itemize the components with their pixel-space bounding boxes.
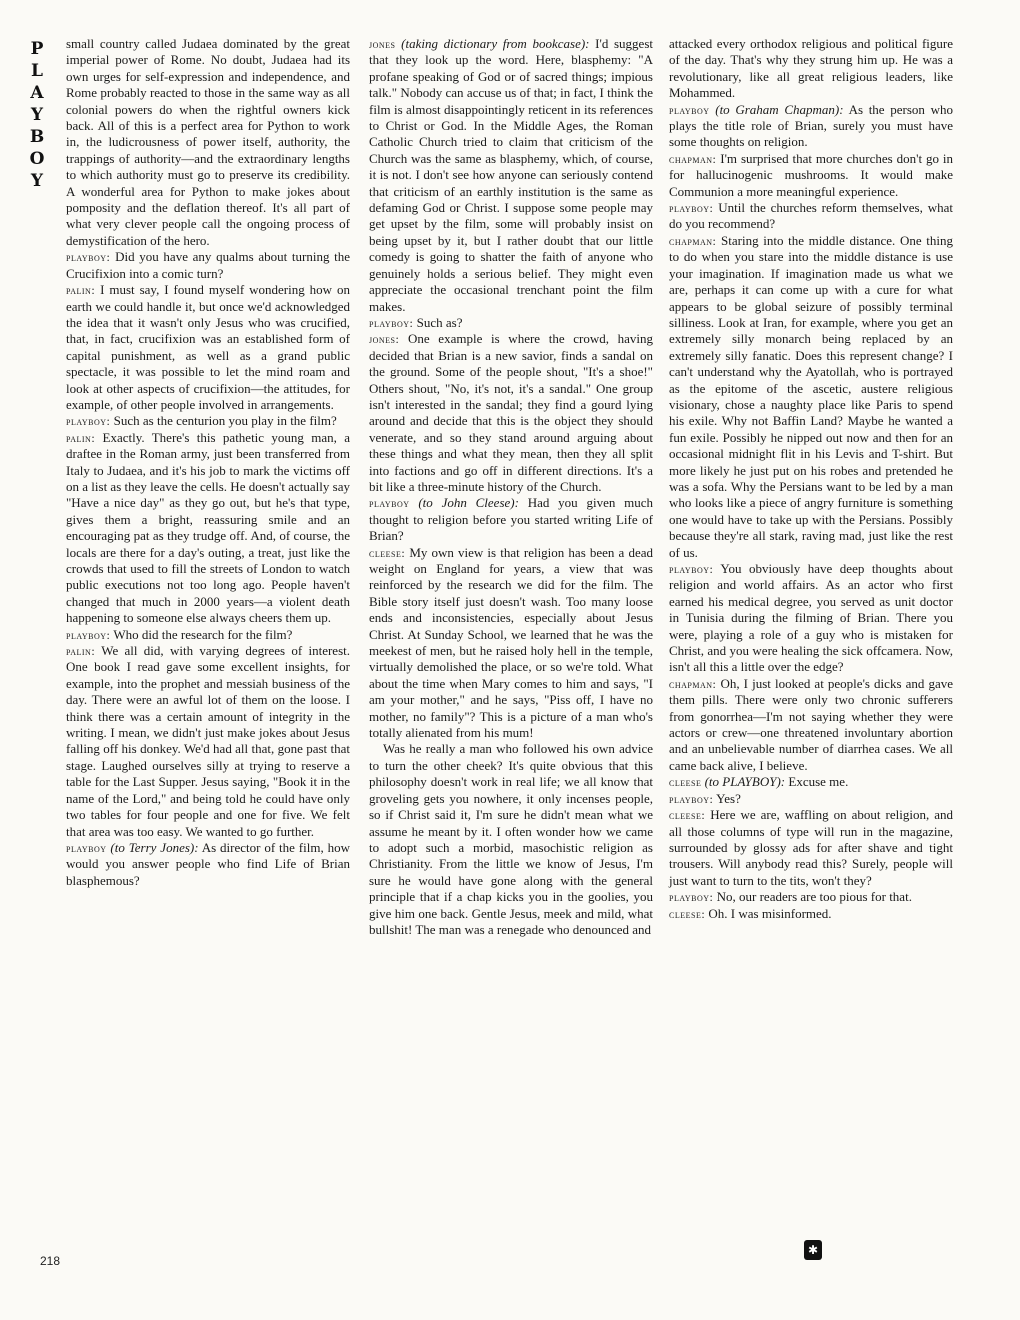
interview-paragraph <box>369 331 653 495</box>
speaker-label: chapman: <box>669 233 717 248</box>
speaker-label: playboy <box>66 840 107 855</box>
paragraph-text: We all did, with varying degrees of interest. One book I read gave some excellent insights, for example, into the prophet and messiah business of the day. There were an awful lot of them on the loose. I think there was a certain amount of integrity in the writing. I mean, we didn't just make jokes about Jesus falling off his donkey. We'd had all that, gone past that stage. Laughed ourselves silly at trying to reserve a table for the Last Supper. Jesus saying, "Book it in the name of the Lord," and being told he could have only two tables for four people and one for five. We felt that area was too easy. We wanted to go further. <box>66 643 351 839</box>
speaker-label: cleese: <box>669 906 706 921</box>
masthead-vertical <box>26 38 48 192</box>
interview-paragraph <box>369 315 653 331</box>
interview-paragraph <box>66 643 350 840</box>
interview-paragraph <box>369 741 653 938</box>
speaker-label: jones: <box>369 332 400 347</box>
masthead-letter: A <box>30 83 44 103</box>
paragraph-text: As the person who plays the title role of Brian, surely you must have some thoughts on religion. <box>669 101 953 150</box>
interview-paragraph <box>369 545 653 742</box>
speaker-label: playboy: <box>669 201 714 216</box>
paragraph-text: Such as? <box>416 314 463 330</box>
paragraph-text: Exactly. There's this pathetic young man, a draftee in the Roman army, just been transferred from Italy to Judaea, and it's his job to mark the victims off on a list as they leave the cells. He doesn't actually say "Have a nice day" as they go out, but he's that type, gives them a bright, reassuring smile and an encouraging pat as they trudge off. And, of course, the locals are there for a day's outing, a treat, just like the crowds that used to fill the streets of London to watch public executions not too long ago. People haven't changed that much in 2000 years—a violent death happening to someone else always cheers them up. <box>66 429 351 626</box>
speaker-label: playboy <box>369 496 410 511</box>
paragraph-text: Until the churches reform themselves, what do you recommend? <box>669 200 953 232</box>
interview-paragraph <box>669 200 953 233</box>
speaker-label: chapman: <box>669 676 717 691</box>
paragraph-text: I'm surprised that more churches don't go in for hallucinogenic mushrooms. It would make Communion a more meaningful experience. <box>669 150 953 199</box>
interview-paragraph <box>669 233 953 561</box>
interview-paragraph <box>66 430 350 627</box>
stage-direction: (to John Cleese): <box>418 495 519 511</box>
speaker-label: palin: <box>66 283 96 298</box>
interview-paragraph <box>669 561 953 676</box>
interview-paragraph <box>669 151 953 200</box>
speaker-label: playboy: <box>669 791 714 806</box>
speaker-label: cleese: <box>669 808 706 823</box>
paragraph-text: Oh. I was misinformed. <box>708 905 832 921</box>
interview-paragraph <box>66 627 350 643</box>
text-column-1 <box>66 36 350 889</box>
speaker-label: cleese <box>669 775 702 790</box>
stage-direction: (taking dictionary from bookcase): <box>401 36 590 51</box>
interview-paragraph <box>66 282 350 413</box>
paragraph-text: Excuse me. <box>788 774 849 790</box>
interview-paragraph <box>66 249 350 282</box>
masthead-letter: Y <box>30 171 44 191</box>
interview-paragraph <box>66 840 350 889</box>
speaker-label: cleese: <box>369 545 406 560</box>
paragraph-text: Oh, I just looked at people's dicks and gave them pills. There were only two chronic sufferers from gonorrhea—I'm not saying whether they were actors or crew—one threatened involuntary abortion and an unbelievable number of diarrhea cases. We all came back alive, I believe. <box>669 675 953 773</box>
speaker-label: chapman: <box>669 151 717 166</box>
interview-paragraph <box>66 413 350 429</box>
masthead-letter: B <box>29 127 45 147</box>
paragraph-text: I'd suggest that they look up the word. Here, blasphemy: "A profane speaking of God or of sacred things; impious talk." Nobody can accuse us of that; in fact, I think the film is almost disappointingly reticent in its references to Christ or God. In the Middle Ages, the Roman Catholic Church tried to claim that criticism of the Church was the same as blasphemy, which, of course, it is not. I don't see how anyone can seriously contend that criticism of an earthly institution is the same as defaming God or Christ. I suppose some people may get upset by the film, some will probably insist on being upset by it, but I rather doubt that our little comedy is going to shatter the faith of anyone who genuinely holds a serious belief. They might even appreciate the occasional trenchant point the film makes. <box>369 36 653 314</box>
paragraph-text: I must say, I found myself wondering how on earth we could handle it, but once we'd acknowledged the idea that it wasn't only Jesus who was crucified, that, in fact, crucifixion was an established form of capital punishment, as well as a grand public spectacle, it was possible to let the mind roam and look at other aspects of crucifixion—the attitudes, for example, of other people involved in arrangements. <box>66 282 351 412</box>
paragraph-text: Yes? <box>716 790 741 806</box>
paragraph-text: My own view is that religion has been a dead weight on England for years, a view that was reinforced by the research we did for the film. The Bible story itself just doesn't wash. Too many loose ends and inconsistencies, especially about Jesus Christ. At Sunday School, we learned that he was the meekest of men, but he raised holy hell in the temple, virtually demolished the place, or so we're told. What about the time when Mary comes to him and says, "I am your mother," and he says, "Piss off, I have no mother, no family"? This is a picture of a man who's totally alienated from his mum! <box>369 544 654 741</box>
paragraph-text: attacked every orthodox religious and political figure of the day. That's why they strung him up. He was a revolutionary, like all great religious leaders, like Mohammed. <box>669 36 953 101</box>
stage-direction: (to Terry Jones): <box>110 839 199 855</box>
interview-paragraph <box>66 36 350 249</box>
page-number: 218 <box>40 1254 61 1268</box>
interview-paragraph <box>669 676 953 774</box>
speaker-label: palin: <box>66 644 96 659</box>
stage-direction: (to Graham Chapman): <box>715 101 844 117</box>
speaker-label: palin: <box>66 430 96 445</box>
paragraph-text: As director of the film, how would you answer people who find Life of Brian blasphemous? <box>66 839 350 888</box>
paragraph-text: No, our readers are too pious for that. <box>716 889 912 905</box>
interview-paragraph <box>369 495 653 544</box>
interview-paragraph <box>669 807 953 889</box>
masthead-letter: Y <box>30 105 44 125</box>
speaker-label: playboy: <box>66 627 111 642</box>
paragraph-text: Was he really a man who followed his own advice to turn the other cheek? It's quite obvious that this philosophy doesn't work in real life; we all know that groveling gets you nowhere, it only incenses people, so if Christ said it, I'm sure he didn't mean what we assume he meant by it. I often wonder how we came to adopt such a morbid, masochistic religion as Christianity. From the little we know of Jesus, I'm sure he would have gone along with the general principle that if a chap kicks you in the goolies, you give him one back. Gentle Jesus, meek and mild, what bullshit! The man was a renegade who denounced and <box>369 741 653 937</box>
interview-paragraph <box>669 102 953 151</box>
interview-paragraph <box>669 774 953 790</box>
speaker-label: playboy <box>669 102 710 117</box>
paragraph-text: Staring into the middle distance. One thing to do when you stare into the middle distance is use your imagination. If imagination made us what we are, perhaps it can come up with a cure for what appears to be global seizure of possibly terminal silliness. Look at Iran, for example, where you get an extremely silly monarch being replaced by an extremely silly fanatic. Does this represent change? I can't understand why the Ayatollah, who is portrayed as the epitome of the ascetic, austere religious visionary, chose a naughty place like Paris to spend his exile. Why not Baffin Land? Maybe he wanted a fun exile. Possibly he nipped out now and then for an occasional midnight flit in his Levis and T-shirt. But more likely he just put on his robes and pretended he was a sofa. Why the Persians want to be led by a man who looks like a piece of angry furniture is something one would have to take up with the Persians. Possibly because they're all stark, raving mad, just like the rest of us. <box>669 232 953 560</box>
interview-paragraph <box>669 906 953 922</box>
paragraph-text: small country called Judaea dominated by the great imperial power of Rome. No doubt, Judaea had its own urges for self-expression and independence, and Rome probably reacted to those in the same way as all colonial powers do when the rightful owners kick back. All of this is a perfect area for Python to work in, the ludicrousness of power itself, authority, the trappings of authority—and the extraordinary lengths to which authority must go to preserve its credibility. A wonderful area for Python to make jokes about pomposity and the deflation thereof. It's all part of what very clever people call the ongoing process of demystification of the hero. <box>66 36 350 248</box>
masthead-letter: P <box>30 39 44 59</box>
paragraph-text: You obviously have deep thoughts about religion and world affairs. As an actor who first earned his medical degree, you served as unit doctor in Tunisia during the filming of Brian. There you were, playing a role of a guy who is mistaken for Christ, and you were healing the sick offcamera. Now, isn't all this a little over the edge? <box>669 561 953 675</box>
speaker-label: playboy: <box>669 890 714 905</box>
masthead-letter: O <box>29 149 45 169</box>
paragraph-text: Who did the research for the film? <box>113 626 293 642</box>
speaker-label: playboy: <box>669 562 714 576</box>
text-column-3 <box>669 36 953 922</box>
stage-direction: (to PLAYBOY): <box>704 774 786 790</box>
paragraph-text: Did you have any qualms about turning the Crucifixion into a comic turn? <box>66 249 351 281</box>
interview-paragraph <box>369 36 653 315</box>
interview-paragraph <box>669 36 953 102</box>
interview-paragraph <box>669 889 953 905</box>
speaker-label: playboy: <box>66 414 111 429</box>
paragraph-text: Here we are, waffling on about religion, and all those columns of type will run in the magazine, surrounded by glossy ads for after shave and tight trousers. Will anybody read this? Surely, people will just want to turn to the tits, won't they? <box>669 807 954 888</box>
speaker-label: playboy: <box>369 315 414 330</box>
speaker-label: jones <box>369 37 396 51</box>
masthead-letter: L <box>31 61 43 81</box>
speaker-label: playboy: <box>66 250 111 265</box>
interview-paragraph <box>669 791 953 807</box>
paragraph-text: Had you given much thought to religion before you started writing Life of Brian? <box>369 495 654 544</box>
paragraph-text: One example is where the crowd, having decided that Brian is a new savior, finds a sandal on the ground. Some of the people shout, "It's a shoe!" Others shout, "No, it's not, it's a sandal." One group isn't interested in the sandal; they find a gourd lying around and decide that this is the object they should venerate, and so they stand around arguing about these things and what they mean, then they all split into factions and go off in different directions. It's a bit like a three-minute history of the Church. <box>369 331 654 494</box>
text-column-2 <box>369 36 653 938</box>
rabbit-head-icon: ✱ <box>804 1240 822 1260</box>
paragraph-text: Such as the centurion you play in the film? <box>113 413 337 429</box>
